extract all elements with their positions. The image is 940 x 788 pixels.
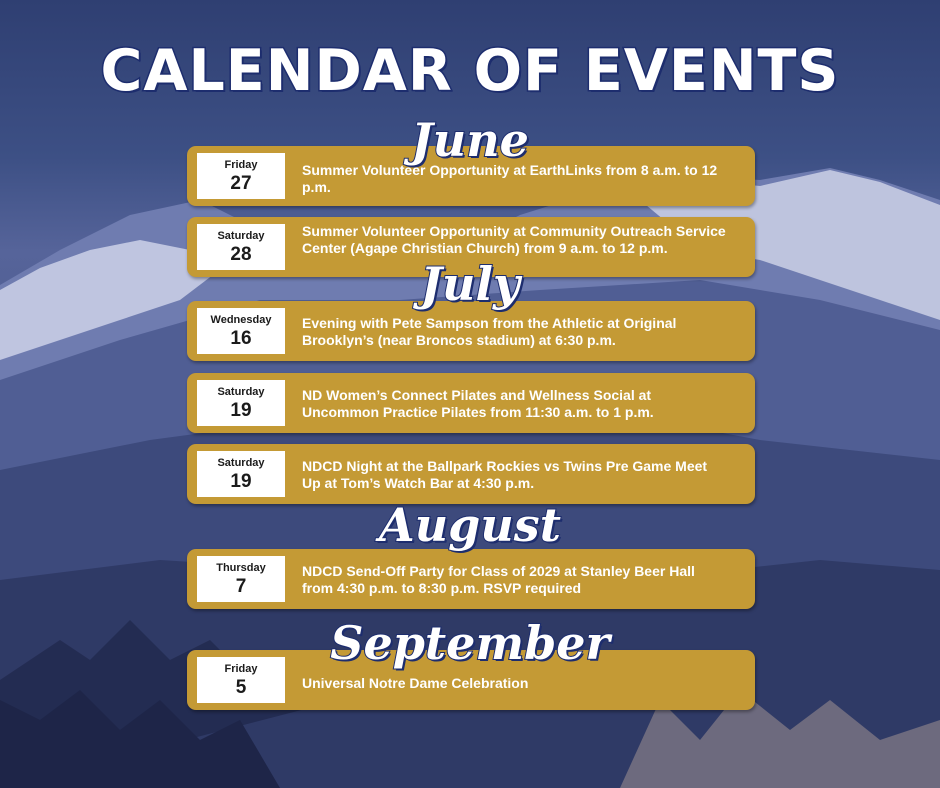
event-day: 16 xyxy=(230,328,252,349)
event-card xyxy=(187,549,755,609)
event-description: Evening with Pete Sampson from the Athletic at Original Brooklyn’s (near Broncos stadium) at 6:30 p.m. xyxy=(302,315,677,348)
event-weekday: Thursday xyxy=(216,562,266,574)
page-title: CALENDAR OF EVENTS xyxy=(100,38,840,104)
date-box xyxy=(197,380,285,426)
event-description: ND Women’s Connect Pilates and Wellness Social at Uncommon Practice Pilates from 11:30 a.m. to 1 p.m. xyxy=(302,387,654,420)
event-weekday: Saturday xyxy=(217,386,265,398)
event-weekday: Saturday xyxy=(217,457,265,469)
event-weekday: Friday xyxy=(224,663,258,675)
month-heading-june: June xyxy=(411,113,529,167)
month-heading-july: July xyxy=(420,257,520,311)
event-description: NDCD Night at the Ballpark Rockies vs Twins Pre Game Meet Up at Tom’s Watch Bar at 4:30 p.m. xyxy=(302,458,708,491)
date-box xyxy=(197,308,285,354)
month-heading-september: September xyxy=(330,616,610,670)
event-day: 28 xyxy=(230,244,252,265)
event-weekday: Saturday xyxy=(217,230,265,242)
event-day: 19 xyxy=(230,471,252,492)
event-day: 19 xyxy=(230,400,252,421)
event-day: 5 xyxy=(235,677,247,698)
date-box xyxy=(197,451,285,497)
month-heading-august: August xyxy=(379,498,561,552)
event-description: Summer Volunteer Opportunity at EarthLinks from 8 a.m. to 12 p.m. xyxy=(302,162,718,195)
event-day: 7 xyxy=(235,576,247,597)
event-description: NDCD Send-Off Party for Class of 2029 at Stanley Beer Hall from 4:30 p.m. to 8:30 p.m. RSVP required xyxy=(302,563,695,596)
date-box xyxy=(197,556,285,602)
event-card xyxy=(187,444,755,504)
event-weekday: Friday xyxy=(224,159,258,171)
event-weekday: Wednesday xyxy=(210,314,272,326)
event-day: 27 xyxy=(230,173,252,194)
event-description: Summer Volunteer Opportunity at Community Outreach Service Center (Agape Christian Church) from 9 a.m. to 12 p.m. xyxy=(302,223,726,256)
event-description: Universal Notre Dame Celebration xyxy=(302,675,529,691)
event-card xyxy=(187,373,755,433)
